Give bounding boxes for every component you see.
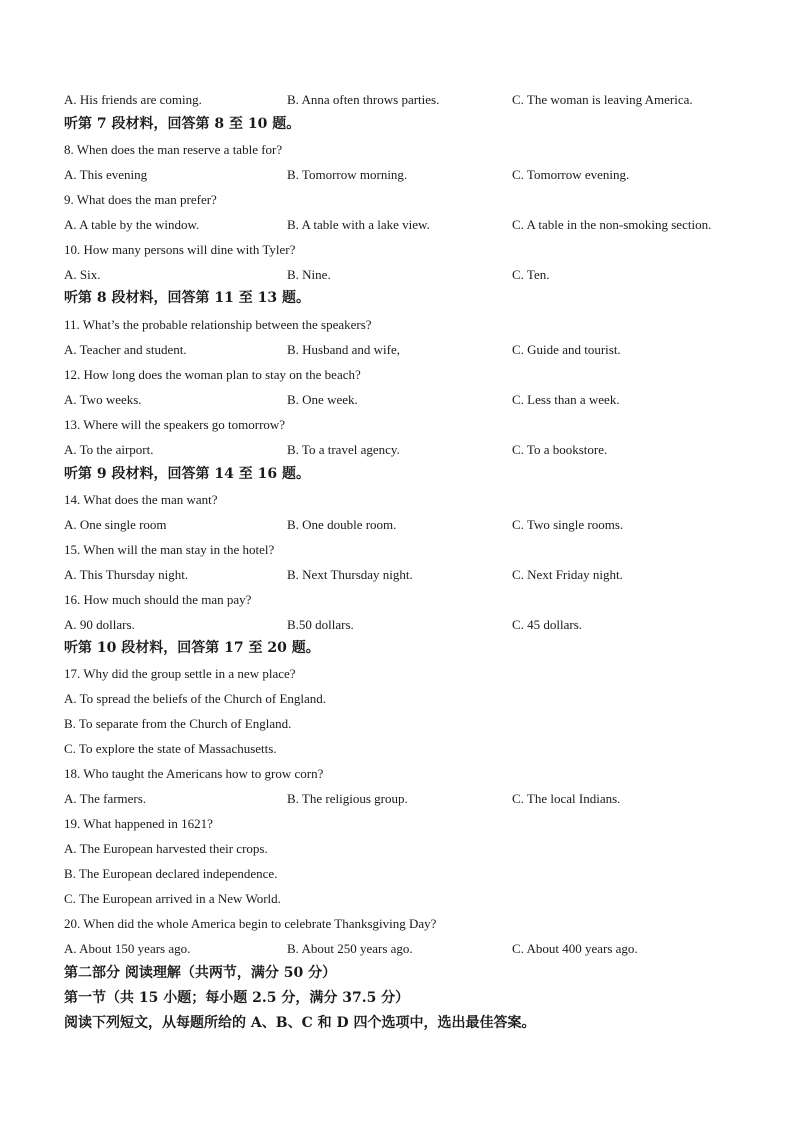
option-c: C. Ten.: [512, 267, 550, 282]
option-b: B. Next Thursday night.: [287, 567, 413, 582]
option-b: B.50 dollars.: [287, 617, 354, 632]
option-a: A. Two weeks.: [64, 392, 142, 407]
option-b: B. Tomorrow morning.: [287, 167, 408, 182]
question-19: 19. What happened in 1621?: [64, 816, 213, 831]
option-b: B. The religious group.: [287, 791, 408, 806]
question-13: 13. Where will the speakers go tomorrow?: [64, 417, 286, 432]
q8-options: [64, 167, 744, 183]
option-b: B. Anna often throws parties.: [287, 92, 440, 107]
option-c: C. About 400 years ago.: [512, 941, 638, 956]
option-c: C. To a bookstore.: [512, 442, 608, 457]
option-a: A. To the airport.: [64, 442, 154, 457]
question-8: 8. When does the man reserve a table for?: [64, 142, 283, 157]
option-a: A. A table by the window.: [64, 217, 200, 232]
option-a: A. Teacher and student.: [64, 342, 187, 357]
section-7-heading: 听第 7 段材料，回答第 8 至 10 题。: [64, 116, 301, 132]
q10-options: [64, 267, 744, 283]
option-c: C. The local Indians.: [512, 791, 621, 806]
option-c: C. A table in the non-smoking section.: [512, 217, 712, 232]
option-b: B. To a travel agency.: [287, 442, 400, 457]
q12-options: [64, 392, 744, 408]
section-8-heading: 听第 8 段材料，回答第 11 至 13 题。: [64, 290, 310, 306]
question-16: 16. How much should the man pay?: [64, 592, 252, 607]
option-a: A. About 150 years ago.: [64, 941, 191, 956]
question-15: 15. When will the man stay in the hotel?: [64, 542, 275, 557]
option-b: B. Nine.: [287, 267, 331, 282]
q9-options: [64, 217, 744, 233]
option-a: A. This evening: [64, 167, 148, 182]
option-c: C. Next Friday night.: [512, 567, 623, 582]
question-20: 20. When did the whole America begin to celebrate Thanksgiving Day?: [64, 916, 437, 931]
q6-options: [64, 92, 744, 108]
q17-option-a: A. To spread the beliefs of the Church of England.: [64, 691, 327, 706]
option-a: A. One single room: [64, 517, 167, 532]
subsection-1-heading: 第一节（共 15 小题；每小题 2.5 分，满分 37.5 分）: [64, 990, 410, 1006]
part-2-heading: 第二部分 阅读理解（共两节，满分 50 分）: [64, 965, 337, 981]
option-c: C. Tomorrow evening.: [512, 167, 630, 182]
q13-options: [64, 442, 744, 458]
reading-instructions: 阅读下列短文，从每题所给的 A、B、C 和 D 四个选项中，选出最佳答案。: [64, 1015, 536, 1031]
q20-options: [64, 941, 744, 957]
question-18: 18. Who taught the Americans how to grow corn?: [64, 766, 324, 781]
q19-option-c: C. The European arrived in a New World.: [64, 891, 281, 906]
option-c: C. 45 dollars.: [512, 617, 583, 632]
q16-options: [64, 617, 744, 633]
option-c: C. Two single rooms.: [512, 517, 624, 532]
section-9-heading: 听第 9 段材料，回答第 14 至 16 题。: [64, 466, 310, 482]
option-a: A. This Thursday night.: [64, 567, 189, 582]
section-10-heading: 听第 10 段材料，回答第 17 至 20 题。: [64, 640, 320, 656]
option-c: C. Less than a week.: [512, 392, 620, 407]
option-a: A. Six.: [64, 267, 101, 282]
option-b: B. A table with a lake view.: [287, 217, 430, 232]
question-10: 10. How many persons will dine with Tyler?: [64, 242, 296, 257]
option-b: B. About 250 years ago.: [287, 941, 413, 956]
question-12: 12. How long does the woman plan to stay on the beach?: [64, 367, 361, 382]
option-a: A. His friends are coming.: [64, 92, 202, 107]
q17-option-b: B. To separate from the Church of England.: [64, 716, 292, 731]
q19-option-b: B. The European declared independence.: [64, 866, 278, 881]
option-b: B. One double room.: [287, 517, 397, 532]
option-a: A. 90 dollars.: [64, 617, 135, 632]
option-b: B. One week.: [287, 392, 358, 407]
option-a: A. The farmers.: [64, 791, 147, 806]
question-17: 17. Why did the group settle in a new place?: [64, 666, 296, 681]
question-9: 9. What does the man prefer?: [64, 192, 217, 207]
question-14: 14. What does the man want?: [64, 492, 218, 507]
q15-options: [64, 567, 744, 583]
option-c: C. The woman is leaving America.: [512, 92, 693, 107]
q14-options: [64, 517, 744, 533]
option-c: C. Guide and tourist.: [512, 342, 621, 357]
q18-options: [64, 791, 744, 807]
q17-option-c: C. To explore the state of Massachusetts.: [64, 741, 277, 756]
q19-option-a: A. The European harvested their crops.: [64, 841, 268, 856]
q11-options: [64, 342, 744, 358]
question-11: 11. What’s the probable relationship between the speakers?: [64, 317, 372, 332]
option-b: B. Husband and wife,: [287, 342, 401, 357]
